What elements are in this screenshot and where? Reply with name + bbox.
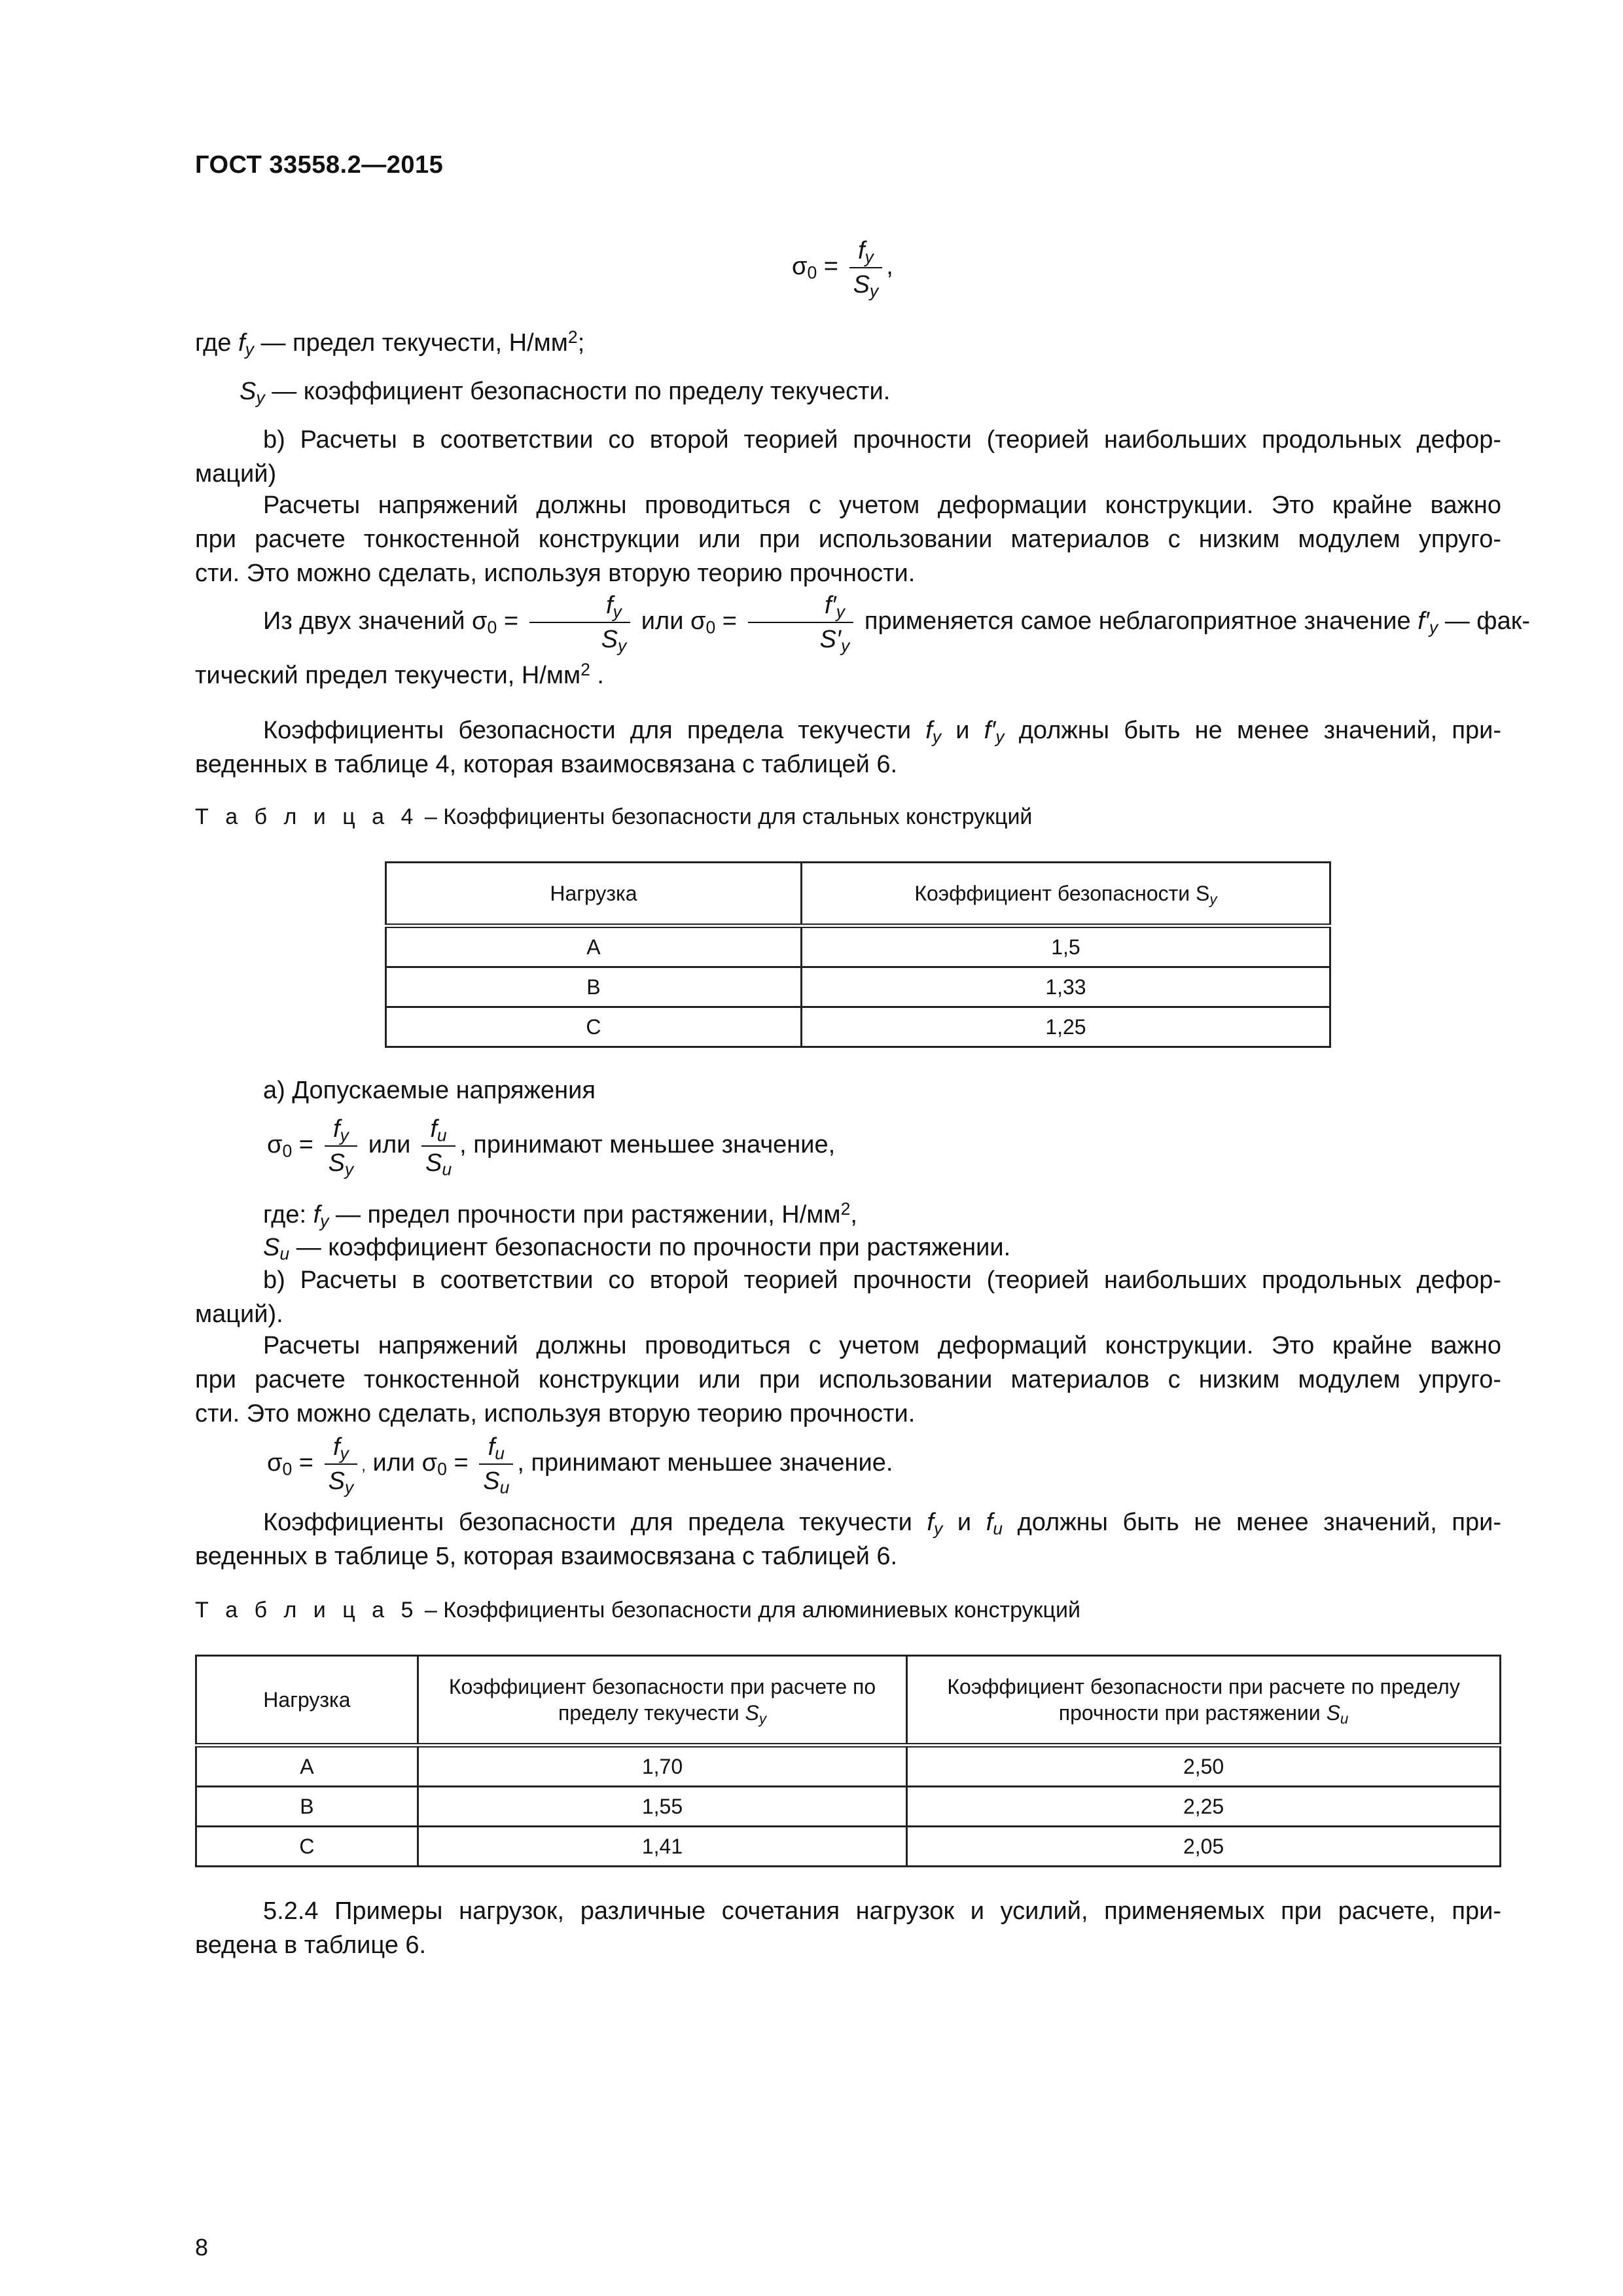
table4 <box>385 861 1331 1048</box>
fraction: $\frac{f_u}{S_u}$ <box>421 1113 455 1179</box>
paragraph-coef2: Коэффициенты безопасности для предела текучести $f_y$ и $f_u$ должны быть не менее значений, при- веденных в таблице 5, которая взаимосвязана с таблицей 6. <box>195 1509 1501 1570</box>
fraction: $\frac{f_y}{S_y}$ <box>325 1113 358 1179</box>
table-row: C 1,25 <box>386 1007 1330 1047</box>
legend2-fy: где: $f_y$ — предел прочности при растяжении, $Н/мм^2$, <box>263 1199 857 1231</box>
paragraph-5-2-4: 5.2.4 Примеры нагрузок, различные сочетания нагрузок и усилий, применяемых при расчете, при- ведена в таблице 6. <box>195 1897 1501 1959</box>
fraction: $\frac{f_y}{S_y}$ <box>849 234 883 301</box>
table5-header-c1: Коэффициент безопасности при расчете по пределу текучести $S_y$ <box>418 1656 906 1746</box>
table4-header-coef: Коэффициент безопасности $S_y$ <box>801 863 1330 926</box>
table4-caption: Т а б л и ц а 4 – Коэффициенты безопасности для стальных конструкций <box>195 804 1033 829</box>
legend-fy: где $f_y$ — предел текучести, $Н/мм^2$; <box>195 327 585 359</box>
paragraph-coef1: Коэффициенты безопасности для предела текучести $f_y$ и $f'_y$ должны быть не менее значений, при- веденных в таблице 4, которая взаимосвязана с таблицей 6. <box>195 717 1501 778</box>
table-row: A 1,5 <box>386 926 1330 967</box>
table5-caption: Т а б л и ц а 5 – Коэффициенты безопасности для алюминиевых конструкций <box>195 1598 1080 1623</box>
fraction: $\frac{f_y}{S_y}$ <box>325 1431 358 1498</box>
table-row: B 1,55 2,25 <box>196 1787 1501 1827</box>
paragraph-b1: b) Расчеты в соответствии со второй теорией прочности (теорией наибольших продольных дефор- маций) <box>195 426 1501 488</box>
table5-header-row <box>196 1656 1501 1746</box>
legend2-su: $S_u$ — коэффициент безопасности по прочности при растяжении. <box>263 1234 1011 1264</box>
table-row: A 1,70 2,50 <box>196 1746 1501 1787</box>
paragraph-a: а) Допускаемые напряжения <box>263 1077 596 1104</box>
table5 <box>195 1655 1501 1867</box>
fraction: $\frac{f_y}{S_y}$ <box>529 589 631 656</box>
table5-header-load: Нагрузка <box>196 1656 418 1746</box>
paragraph-calc1: Расчеты напряжений должны проводиться с учетом деформации конструкции. Это крайне важно при расчете тонкостенной конструкции или при использовании материалов с низким модулем упруго- сти. Это можно сделать, используя вторую теорию прочности. <box>195 492 1501 587</box>
table-row: B 1,33 <box>386 967 1330 1007</box>
formula-allowable-b: $\sigma_0$ = $\frac{f_y}{S_y}$ , или $\sigma_0$ = $\frac{f_u}{S_u}$ , принимают меньшее значение. <box>267 1431 893 1498</box>
paragraph-two-values: Из двух значений $\sigma_0$ = $\frac{f_y}{S_y}$ или $\sigma_0$ = $\frac{f'_y}{S'_y}$ применяется самое неблагоприятное значение $f'_y$ — фак- тический предел текучести, $Н/мм^2$ . <box>195 589 1501 692</box>
table5-header-c2: Коэффициент безопасности при расчете по пределу прочности при растяжении $S_u$ <box>907 1656 1501 1746</box>
fraction: $\frac{f'_y}{S'_y}$ <box>748 589 854 656</box>
paragraph-b2: b) Расчеты в соответствии со второй теорией прочности (теорией наибольших продольных дефор- маций). <box>195 1266 1501 1328</box>
table4-header-load: Нагрузка <box>386 863 802 926</box>
fraction: $\frac{f_u}{S_u}$ <box>479 1431 513 1498</box>
paragraph-calc2: Расчеты напряжений должны проводиться с учетом деформаций конструкции. Это крайне важно при расчете тонкостенной конструкции или при использовании материалов с низким модулем упруго- сти. Это можно сделать, используя вторую теорию прочности. <box>195 1332 1501 1427</box>
table-row: C 1,41 2,05 <box>196 1827 1501 1867</box>
legend-sy: $S_y$ — коэффициент безопасности по пределу текучести. <box>240 378 891 408</box>
page-number: 8 <box>195 2234 209 2261</box>
formula-allowable-a: $\sigma_0$ = $\frac{f_y}{S_y}$ или $\frac{f_u}{S_u}$ , принимают меньшее значение, <box>267 1113 835 1179</box>
formula-sigma0-yield: $\sigma_0$ = $\frac{f_y}{S_y}$ , <box>792 234 893 301</box>
document-header: ГОСТ 33558.2—2015 <box>195 151 444 179</box>
table4-header-row <box>386 863 1330 926</box>
